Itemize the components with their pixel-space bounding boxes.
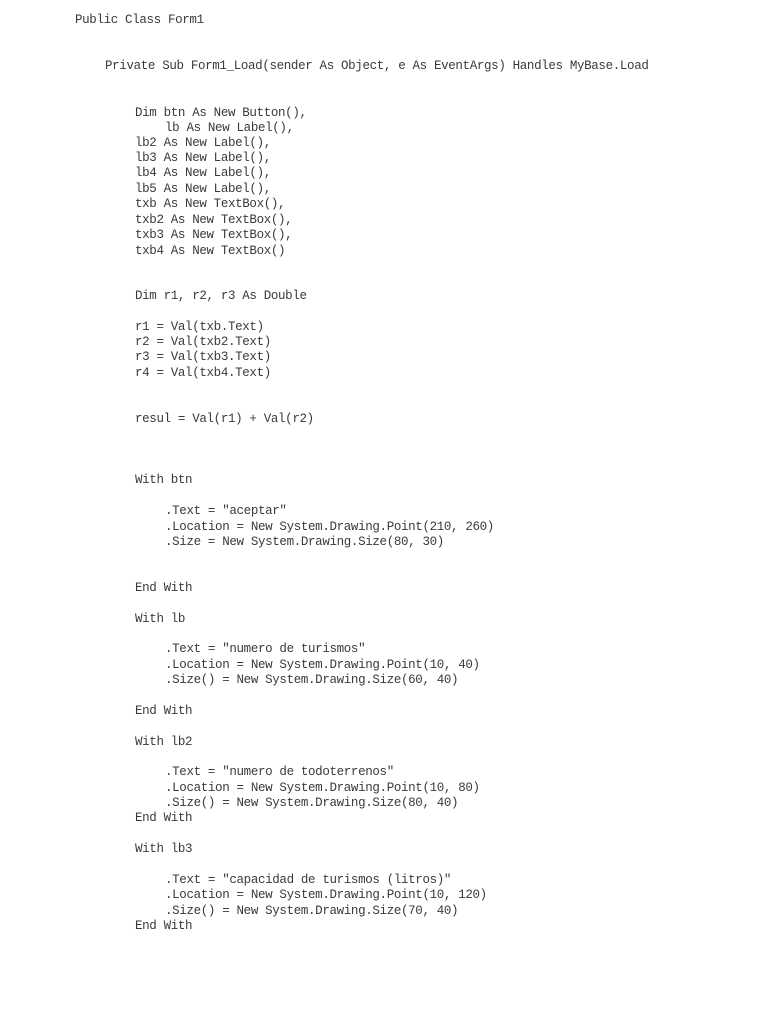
code-line: .Size = New System.Drawing.Size(80, 30) [165, 535, 444, 549]
code-line: End With [135, 811, 193, 825]
code-line: r2 = Val(txb2.Text) [135, 335, 271, 349]
code-line: r1 = Val(txb.Text) [135, 320, 264, 334]
code-line: Public Class Form1 [75, 13, 204, 27]
code-line: lb5 As New Label(), [135, 182, 271, 196]
code-line: Private Sub Form1_Load(sender As Object, e As EventArgs) Handles MyBase.Load [105, 59, 649, 73]
code-line: End With [135, 581, 193, 595]
code-line: txb4 As New TextBox() [135, 244, 286, 258]
code-line: .Location = New System.Drawing.Point(10, 120) [165, 888, 487, 902]
code-line: With lb3 [135, 842, 193, 856]
code-line: .Size() = New System.Drawing.Size(60, 40) [165, 673, 459, 687]
code-line: .Location = New System.Drawing.Point(10, 40) [165, 658, 480, 672]
code-line: txb3 As New TextBox(), [135, 228, 293, 242]
code-line: .Text = "numero de todoterrenos" [165, 765, 394, 779]
code-line: With lb2 [135, 735, 193, 749]
code-line: r3 = Val(txb3.Text) [135, 350, 271, 364]
code-line: lb4 As New Label(), [135, 166, 271, 180]
code-line: resul = Val(r1) + Val(r2) [135, 412, 314, 426]
code-line: .Text = "numero de turismos" [165, 642, 366, 656]
code-line: .Size() = New System.Drawing.Size(80, 40) [165, 796, 459, 810]
code-line: End With [135, 919, 193, 933]
code-line: r4 = Val(txb4.Text) [135, 366, 271, 380]
code-line: lb2 As New Label(), [135, 136, 271, 150]
code-line: lb As New Label(), [165, 121, 294, 135]
code-line: .Location = New System.Drawing.Point(10, 80) [165, 781, 480, 795]
code-line: txb As New TextBox(), [135, 197, 286, 211]
code-line: .Text = "capacidad de turismos (litros)" [165, 873, 452, 887]
code-line: With btn [135, 473, 193, 487]
code-line: .Location = New System.Drawing.Point(210, 260) [165, 520, 494, 534]
code-line: Dim r1, r2, r3 As Double [135, 289, 307, 303]
code-line: End With [135, 704, 193, 718]
code-line: txb2 As New TextBox(), [135, 213, 293, 227]
code-line: lb3 As New Label(), [135, 151, 271, 165]
code-line: .Text = "aceptar" [165, 504, 287, 518]
code-line: Dim btn As New Button(), [135, 106, 307, 120]
code-line: With lb [135, 612, 186, 626]
code-line: .Size() = New System.Drawing.Size(70, 40) [165, 904, 459, 918]
